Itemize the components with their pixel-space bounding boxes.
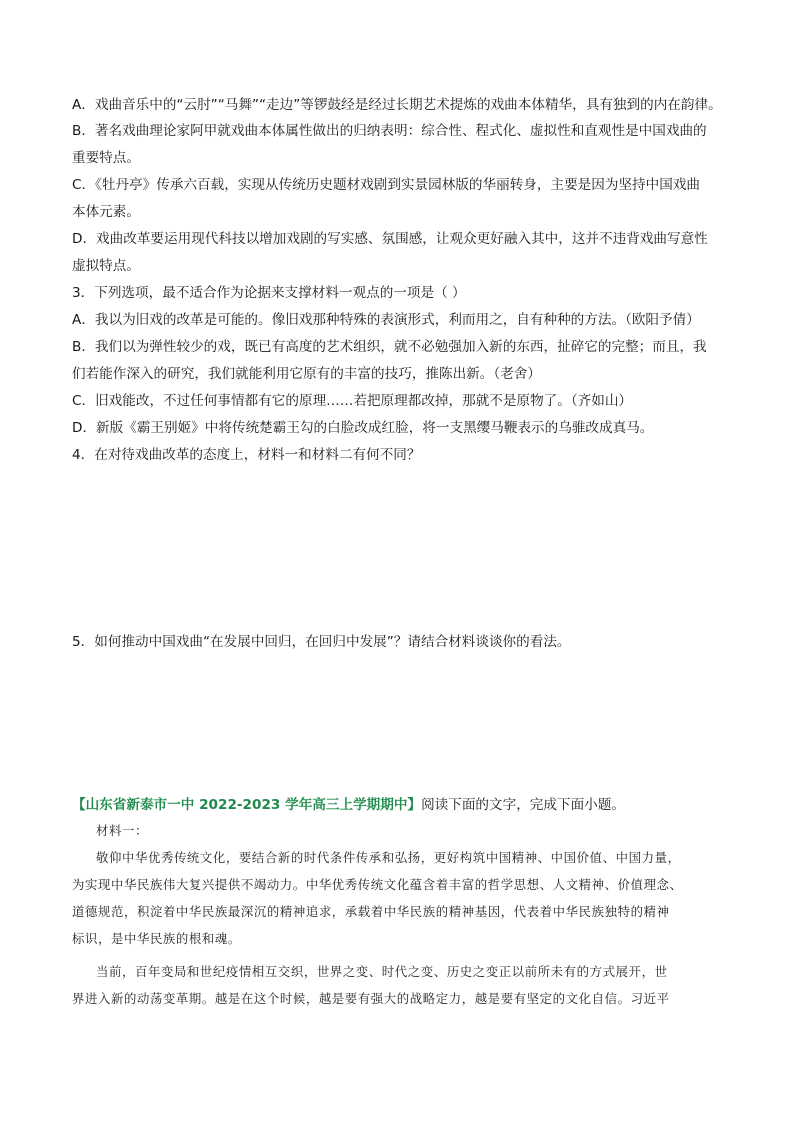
material-label: 材料一： [96, 823, 148, 838]
q2-option-a: A．戏曲音乐中的“云肘”“马舞”“走边”等锣鼓经是经过长期艺术提炼的戏曲本体精华，具有独到的内在韵律。 [72, 97, 722, 113]
source-line [72, 795, 625, 815]
material-p1-line1: 敬仰中华优秀传统文化，要结合新的时代条件传承和弘扬，更好构筑中国精神、中国价值、中国力量， [96, 850, 681, 865]
material-p1-line2: 为实现中华民族伟大复兴提供不竭动力。中华优秀传统文化蕴含着丰富的哲学思想、人文精神、价值理念、 [72, 877, 683, 892]
q2-option-d-line2: 虚拟特点。 [72, 258, 140, 274]
q3-option-b-line1: B．我们以为弹性较少的戏，既已有高度的艺术组织，就不必勉强加入新的东西，扯碎它的完整；而且，我 [72, 339, 707, 355]
q3-option-b-line2: 们若能作深入的研究，我们就能利用它原有的丰富的技巧，推陈出新。（老舍） [72, 366, 541, 382]
material-p2-line2: 界进入新的动荡变革期。越是在这个时候，越是要有强大的战略定力，越是要有坚定的文化自信。习近平 [72, 991, 670, 1006]
q3-stem: 3．下列选项，最不适合作为论据来支撑材料一观点的一项是（ ） [72, 285, 466, 301]
source-tag: 【山东省新泰市一中 2022-2023 学年高三上学期期中】 [72, 797, 422, 813]
q3-option-a: A．我以为旧戏的改革是可能的。像旧戏那种特殊的表演形式，利而用之，自有种种的方法。（欧阳予倩） [72, 312, 700, 328]
q5-stem: 5．如何推动中国戏曲“在发展中回归，在回归中发展”？请结合材料谈谈你的看法。 [72, 634, 571, 650]
material-p1-line3: 道德规范，积淀着中华民族最深沉的精神追求，承载着中华民族的精神基因，代表着中华民族独特的精神 [72, 904, 670, 919]
source-instruction: 阅读下面的文字，完成下面小题。 [421, 797, 625, 813]
q4-stem: 4．在对待戏曲改革的态度上，材料一和材料二有何不同？ [72, 447, 421, 463]
q3-option-d: D．新版《霸王别姬》中将传统楚霸王勾的白脸改成红脸，将一支黑缨马鞭表示的乌骓改成真马。 [72, 420, 654, 436]
q2-option-c-line2: 本体元素。 [72, 204, 140, 220]
q2-option-b-line1: B．著名戏曲理论家阿甲就戏曲本体属性做出的归纳表明：综合性、程式化、虚拟性和直观性是中国戏曲的 [72, 123, 707, 139]
material-p1-line4: 标识，是中华民族的根和魂。 [72, 931, 241, 946]
q2-option-d-line1: D．戏曲改革要运用现代科技以增加戏剧的写实感、氛围感，让观众更好融入其中，这并不违背戏曲写意性 [72, 231, 708, 247]
q3-option-c: C．旧戏能改，不过任何事情都有它的原理……若把原理都改掉，那就不是原物了。（齐如山） [72, 393, 633, 409]
q2-option-b-line2: 重要特点。 [72, 150, 140, 166]
material-p2-line1: 当前，百年变局和世纪疫情相互交织，世界之变、时代之变、历史之变正以前所未有的方式展开，世 [96, 964, 668, 979]
q2-option-c-line1: C．《牡丹亭》传承六百载，实现从传统历史题材戏剧到实景园林版的华丽转身，主要是因为坚持中国戏曲 [72, 177, 701, 193]
